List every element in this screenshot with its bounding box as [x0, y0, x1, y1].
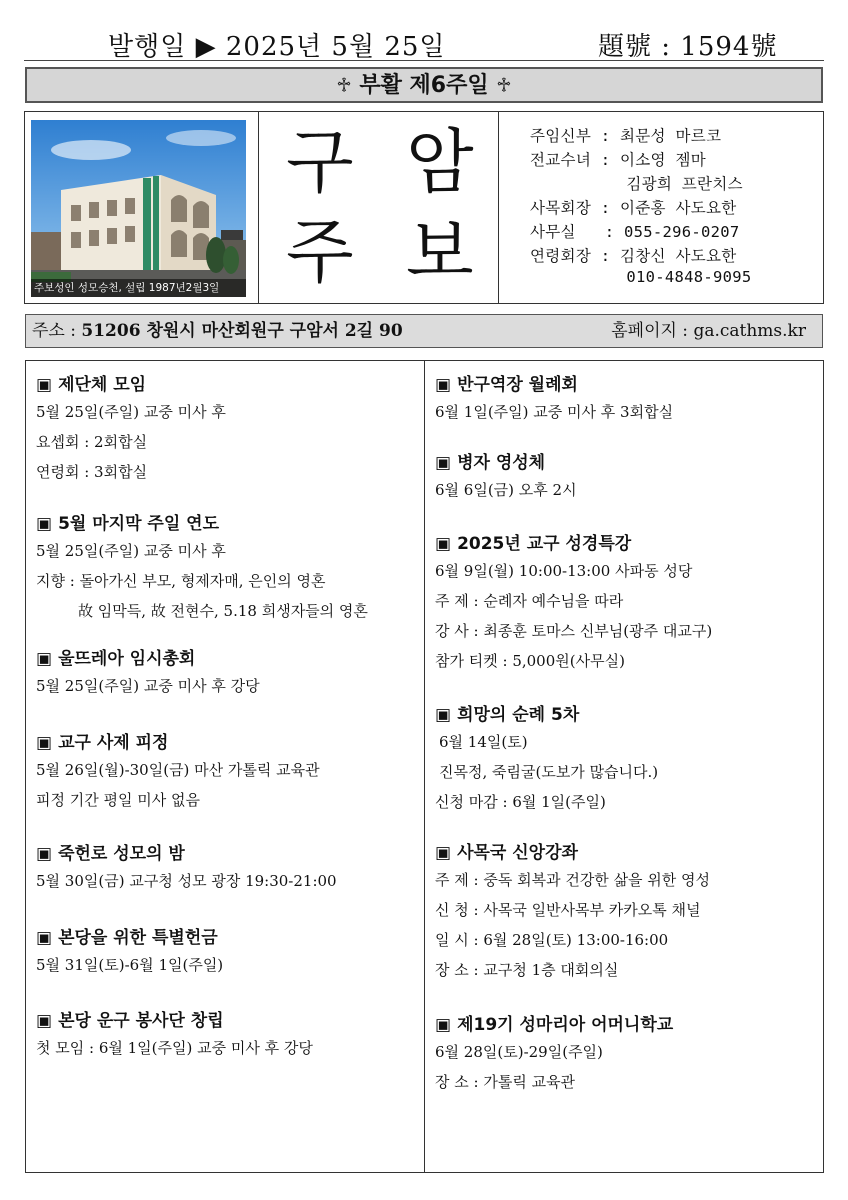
notice-line: 피정 기간 평일 미사 없음 — [36, 791, 200, 809]
title-char: 보 — [406, 211, 474, 293]
church-building-image — [31, 120, 246, 297]
notice-title: ▣ 희망의 순례 5차 — [435, 705, 580, 725]
notice-line: 5월 25일(주일) 교중 미사 후 — [36, 542, 226, 560]
cross-icon: ♱ — [496, 73, 512, 97]
notice-line: 진목정, 죽림굴(도보가 많습니다.) — [439, 763, 659, 781]
notice-line: 장 소 : 교구청 1층 대회의실 — [435, 961, 619, 979]
bulletin-title — [258, 112, 499, 303]
bullet-icon: ▣ — [435, 705, 452, 725]
notice-section — [36, 731, 320, 815]
publication-date: 발행일 ▶ 2025년 5월 25일 — [108, 32, 446, 62]
notice-section — [435, 1013, 673, 1097]
notice-line: 첫 모임 : 6월 1일(주일) 교중 미사 후 강당 — [36, 1039, 313, 1057]
photo-caption: 주보성인 성모승천, 설립 1987년2월3일 — [31, 279, 246, 297]
notice-title: ▣ 본당 운구 봉사단 창립 — [36, 1011, 224, 1031]
notice-title: ▣ 제19기 성마리아 어머니학교 — [435, 1015, 674, 1035]
notice-title: ▣ 5월 마지막 주일 연도 — [36, 514, 220, 534]
bullet-icon: ▣ — [435, 375, 452, 395]
notice-section — [36, 373, 226, 487]
notice-line: 참가 티켓 : 5,000원(사무실) — [435, 652, 625, 670]
bullet-icon: ▣ — [435, 1015, 452, 1035]
bullet-icon: ▣ — [435, 843, 452, 863]
address-bar — [25, 314, 823, 348]
notice-section — [36, 512, 368, 626]
notice-line: 5월 30일(금) 교구청 성모 광장 19:30-21:00 — [36, 872, 337, 890]
staff-line: 주임신부 : 최문성 마르코 — [530, 127, 722, 145]
title-char: 주 — [286, 211, 354, 293]
bullet-icon: ▣ — [435, 453, 452, 473]
staff-line: 010-4848-9095 — [530, 268, 752, 286]
homepage-link[interactable]: ga.cathms.kr — [693, 321, 806, 341]
notice-line: 요셉회 : 2회합실 — [36, 433, 148, 451]
notice-section — [36, 647, 260, 701]
notice-section — [435, 841, 710, 985]
staff-line: 사무실 : 055-296-0207 — [530, 223, 740, 241]
bullet-icon: ▣ — [36, 514, 53, 534]
notice-line: 6월 6일(금) 오후 2시 — [435, 481, 577, 499]
notice-line: 주 제 : 중독 회복과 건강한 삶을 위한 영성 — [435, 871, 711, 889]
bullet-icon: ▣ — [36, 1011, 53, 1031]
bullet-icon: ▣ — [36, 733, 53, 753]
notice-line: 강 사 : 최종훈 토마스 신부님(광주 대교구) — [435, 622, 713, 640]
masthead — [24, 111, 824, 304]
notice-title: ▣ 2025년 교구 성경특강 — [435, 534, 632, 554]
notice-title: ▣ 본당을 위한 특별헌금 — [36, 928, 218, 948]
notice-line: 연령회 : 3회합실 — [36, 463, 148, 481]
notice-line: 故 임막득, 故 전현수, 5.18 희생자들의 영혼 — [78, 602, 368, 620]
notice-section — [435, 703, 658, 817]
notice-line: 5월 31일(토)-6월 1일(주일) — [36, 956, 224, 974]
notice-line: 일 시 : 6월 28일(토) 13:00-16:00 — [435, 931, 669, 949]
notice-line: 6월 9일(월) 10:00-13:00 사파동 성당 — [435, 562, 693, 580]
bullet-icon: ▣ — [435, 534, 452, 554]
issue-number: 題號 : 1594號 — [598, 32, 778, 62]
notice-line: 5월 25일(주일) 교중 미사 후 — [36, 403, 226, 421]
church-photo — [31, 120, 246, 297]
title-char: 암 — [406, 121, 474, 203]
notice-section — [36, 1009, 313, 1063]
notice-title: ▣ 반구역장 월례회 — [435, 375, 578, 395]
homepage — [611, 315, 806, 347]
notice-section — [435, 532, 712, 676]
notice-line: 지향 : 돌아가신 부모, 형제자매, 은인의 영혼 — [36, 572, 326, 590]
title-char: 구 — [286, 121, 354, 203]
bullet-icon: ▣ — [36, 844, 53, 864]
staff-line: 김광희 프란치스 — [530, 175, 743, 193]
staff-line: 사목회장 : 이준홍 사도요한 — [530, 199, 737, 217]
photo-cell — [25, 112, 259, 303]
address — [32, 315, 403, 347]
bullet-icon: ▣ — [36, 928, 53, 948]
notice-title: ▣ 울뜨레아 임시총회 — [36, 649, 196, 669]
notice-line: 신청 마감 : 6월 1일(주일) — [435, 793, 606, 811]
notice-section — [36, 926, 223, 980]
liturgical-title-bar — [25, 67, 823, 103]
header-rule — [24, 60, 824, 61]
notice-line: 6월 28일(토)-29일(주일) — [435, 1043, 603, 1061]
cross-icon: ♱ — [336, 73, 352, 97]
notice-section — [435, 373, 673, 427]
liturgical-title: 부활 제6주일 — [359, 73, 489, 98]
homepage-label: 홈페이지 : — [611, 321, 694, 341]
notice-section — [36, 842, 337, 896]
notice-line: 5월 25일(주일) 교중 미사 후 강당 — [36, 677, 260, 695]
notice-line: 6월 14일(토) — [439, 733, 528, 751]
column-divider — [424, 361, 425, 1172]
staff-line: 전교수녀 : 이소영 젬마 — [530, 151, 706, 169]
staff-line: 연령회장 : 김창신 사도요한 — [530, 247, 737, 265]
address-label: 주소 : — [32, 321, 82, 341]
notice-line: 신 청 : 사목국 일반사목부 카카오톡 채널 — [435, 901, 701, 919]
notice-section — [435, 451, 577, 505]
notice-title: ▣ 병자 영성체 — [435, 453, 546, 473]
bullet-icon: ▣ — [36, 649, 53, 669]
staff-directory — [498, 112, 823, 303]
notice-line: 주 제 : 순례자 예수님을 따라 — [435, 592, 624, 610]
address-value: 51206 창원시 마산회원구 구암서 2길 90 — [81, 321, 403, 341]
notice-line: 6월 1일(주일) 교중 미사 후 3회합실 — [435, 403, 674, 421]
publication-header — [0, 22, 848, 62]
bullet-icon: ▣ — [36, 375, 53, 395]
notice-title: ▣ 교구 사제 피정 — [36, 733, 169, 753]
notice-title: ▣ 사목국 신앙강좌 — [435, 843, 578, 863]
notice-line: 5월 26일(월)-30일(금) 마산 가톨릭 교육관 — [36, 761, 320, 779]
notices-panel — [25, 360, 824, 1173]
notice-title: ▣ 제단체 모임 — [36, 375, 147, 395]
notice-title: ▣ 죽헌로 성모의 밤 — [36, 844, 185, 864]
notice-line: 장 소 : 가톨릭 교육관 — [435, 1073, 576, 1091]
